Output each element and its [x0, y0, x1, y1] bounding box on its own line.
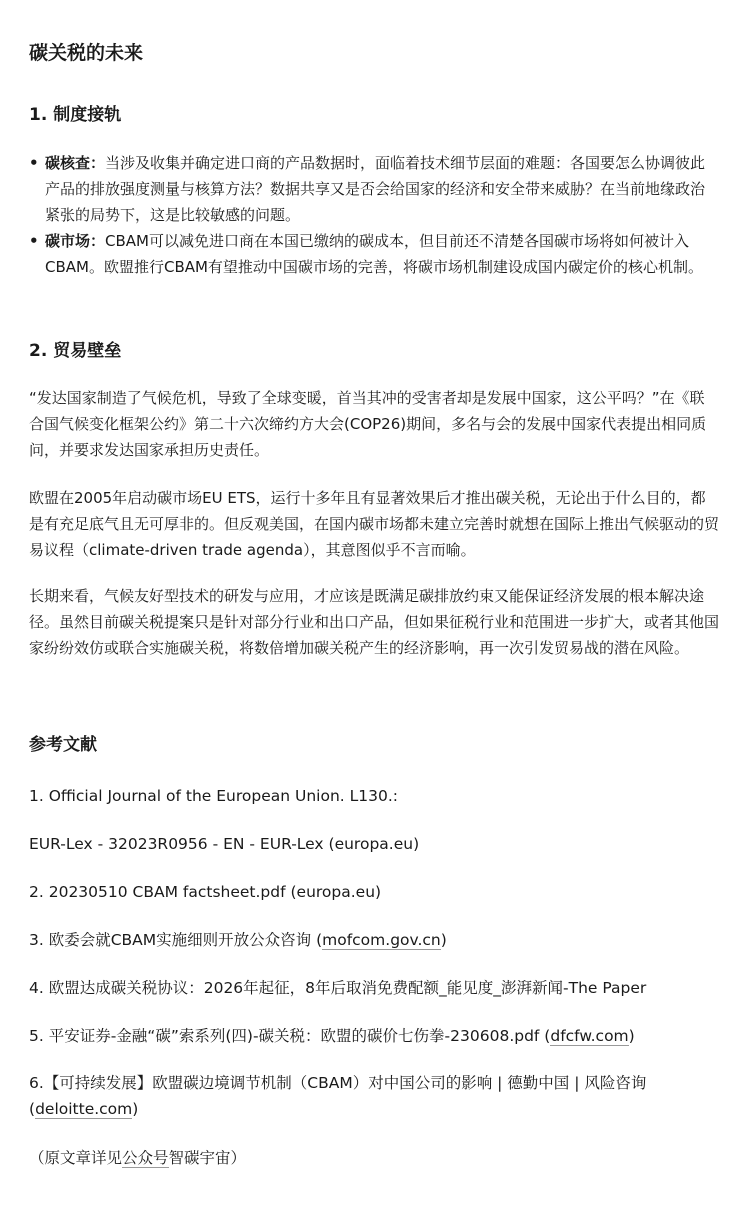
references-heading: 参考文献 [29, 735, 97, 755]
reference-text: 5. 平安证券-金融“碳”索系列(四)-碳关税：欧盟的碳价七伤拳-230608.pdf ( [29, 1027, 551, 1045]
reference-text: EUR-Lex - 32023R0956 - EN - EUR-Lex (europa.eu) [29, 835, 420, 853]
paragraph: 欧盟在2005年启动碳市场EU ETS，运行十多年且有显著效果后才推出碳关税，无论出于什么目的，都是有充足底气且无可厚非的。但反观美国，在国内碳市场都未建立完善时就想在国际上推出气候驱动的贸易议程（climate-driven trade agenda），其意图似乎不言而喻。 [29, 489, 720, 559]
section-heading-institutional: 1. 制度接轨 [29, 105, 122, 125]
paragraph: 长期来看，气候友好型技术的研发与应用，才应该是既满足碳排放约束又能保证经济发展的根本解决途径。虽然目前碳关税提案只是针对部分行业和出口产品，但如果征税行业和范围进一步扩大，或者其他国家纷纷效仿或联合实施碳关税，将数倍增加碳关税产生的经济影响，再一次引发贸易战的潜在风险。 [29, 587, 720, 657]
source-note-prefix: （原文章详见 [29, 1149, 123, 1167]
bullet-text: 当涉及收集并确定进口商的产品数据时，面临着技术细节层面的难题：各国要怎么协调彼此产品的排放强度测量与核算方法？数据共享又是否会给国家的经济和安全带来威胁？在当前地缘政治紧张的局势下，这是比较敏感的问题。 [45, 154, 706, 224]
bullet-text: CBAM可以减免进口商在本国已缴纳的碳成本，但目前还不清楚各国碳市场将如何被计入CBAM。欧盟推行CBAM有望推动中国碳市场的完善，将碳市场机制建设成国内碳定价的核心机制。 [45, 232, 703, 276]
reference-item [29, 1023, 719, 1049]
paragraph: “发达国家制造了气候危机，导致了全球变暖，首当其冲的受害者却是发展中国家，这公平吗？”在《联合国气候变化框架公约》第二十六次缔约方大会(COP26)期间，多名与会的发展中国家代表提出相同质问，并要求发达国家承担历史责任。 [29, 389, 707, 459]
reference-text: 6.【可持续发展】欧盟碳边境调节机制（CBAM）对中国公司的影响 | 德勤中国 | 风险咨询 ( [29, 1074, 647, 1118]
reference-link[interactable]: mofcom.gov.cn [322, 931, 441, 949]
reference-suffix: ) [132, 1100, 139, 1118]
reference-link[interactable]: deloitte.com [35, 1100, 133, 1118]
reference-link[interactable]: dfcfw.com [550, 1027, 629, 1045]
reference-text: 4. 欧盟达成碳关税协议：2026年起征，8年后取消免费配额_能见度_澎湃新闻-The Paper [29, 979, 647, 997]
reference-text: 3. 欧委会就CBAM实施细则开放公众咨询 ( [29, 931, 323, 949]
reference-item [29, 783, 719, 809]
list-item [29, 228, 719, 280]
reference-text: 2. 20230510 CBAM factsheet.pdf (europa.eu) [29, 883, 382, 901]
reference-text: 1. Official Journal of the European Union. L130.: [29, 787, 398, 805]
reference-item [29, 831, 719, 857]
reference-suffix: ) [628, 1027, 635, 1045]
list-item [29, 150, 719, 228]
reference-item [29, 975, 719, 1001]
reference-item [29, 1070, 719, 1122]
page-title: 碳关税的未来 [29, 42, 144, 64]
section-heading-trade-barrier: 2. 贸易壁垒 [29, 341, 122, 361]
bullet-list [29, 150, 719, 280]
wechat-account-link[interactable]: 公众号 [122, 1149, 169, 1167]
source-note-suffix: 智碳宇宙） [168, 1149, 247, 1167]
source-note [29, 1145, 719, 1171]
reference-item [29, 927, 719, 953]
reference-item [29, 879, 719, 905]
bullet-label: 碳市场： [45, 232, 106, 250]
reference-suffix: ) [440, 931, 447, 949]
bullet-label: 碳核查： [45, 154, 106, 172]
